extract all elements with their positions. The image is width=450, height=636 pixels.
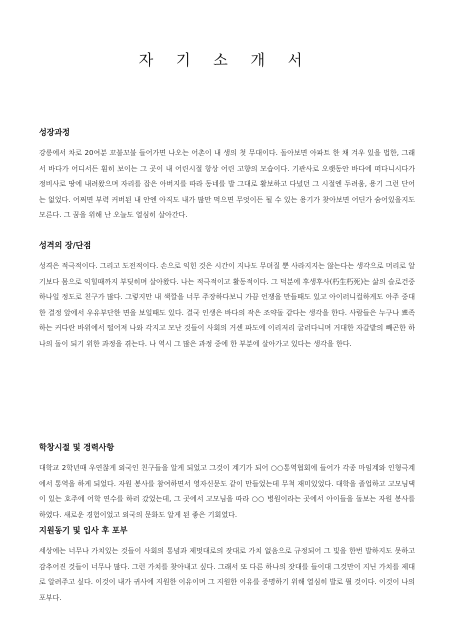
section-motivation <box>39 526 415 606</box>
section-body: 대학교 2학년때 우연찮게 외국인 친구들을 알게 되었고 그것이 계기가 되어 ○○통역협회에 들어가 각종 마임계와 인형극계에서 통역을 하게 되었다. 자원 봉사를 참여하면서 영자신문도 같이 만들었는데 무척 재미있었다. 대학을 졸업하고 고모님댁이 있는 호주에 어학 연수를 하러 갔었는데, 그 곳에서 고모님을 따라 ○○ 병원이라는 곳에서 아이들을 돌보는 자원 봉사를 하였다. 새로운 경험이었고 외국의 문화도 알게 된 좋은 기회였다. <box>39 464 415 519</box>
section-growth <box>39 128 415 224</box>
section-body: 세상에는 너무나 가치있는 것들이 사회의 통념과 제멋대로의 잣대로 가치 없음으로 규정되어 그 빛을 한번 발하지도 못하고 감추어진 것들이 너무나 많다. 그런 가치를 찾아내고 싶다. 그래서 또 다른 하나의 잣대를 들이대 그것만이 지닌 가치를 제대로 알려주고 싶다. 이것이 내가 귀사에 지원한 이유이며 그 지원한 이유를 증명하기 위해 열심히 발로 뛸 것이다. 이것이 나의 포부다. <box>39 547 415 602</box>
section-school-career <box>39 443 415 523</box>
section-body: 성격은 적극적이다. 그리고 도전적이다. 손으로 익힌 것은 시간이 지나도 무뎌질 뿐 사라지지는 않는다는 생각으로 머리로 알기보다 몸으로 익힐때까지 부딪히며 살아왔다. 나는 적극적이고 활동적이다. 그 덕분에 후생후사(朽生朽死)는 삶의 슬로건중 하나일 정도로 친구가 많다. 그렇지만 내 색깔을 너무 주장하다보니 가끔 언쟁을 만들때도 있고 아이러니컬하게도 아주 중대한 결정 앞에서 우유부단한 면을 보일때도 있다. 결국 인생은 바다의 작은 조약돌 같다는 생각을 한다. 사람들은 누구나 뾰족하는 커다란 바위에서 떨어져 나와 각지고 모난 것들이 사회의 거센 파도에 이리저리 굴러다니며 거대한 자갈밭의 빼곤한 하나의 돌이 되기 위한 과정을 겪는다. 나 역시 그 많은 과정 중에 한 부분에 살아가고 있다는 생각을 한다. <box>39 262 415 348</box>
section-body: 강릉에서 차로 20여분 꼬불꼬불 들어가면 나오는 어촌이 내 생의 첫 무대이다. 돌아보면 아파트 한 채 겨우 있을 법한, 그래서 바다가 어디서든 훤히 보이는 그 곳이 내 어린시절 항상 어린 고향의 모습이다. 기관사로 오랫동안 바다에 떠다니시다가 정비사로 땅에 내려왔으며 자리를 잡은 아버지를 따라 동네를 발 그대로 활보하고 다녔던 그 시절엔 두려움, 용기 그런 단어는 없었다. 어쩌면 부력 커버된 내 안엔 아직도 내가 많만 먹으면 무엇이든 될 수 있는 용기가 찾아보면 어딘가 숨어있을지도 모른다. 그 꿈을 위해 난 오늘도 열심히 살아간다. <box>39 149 415 220</box>
section-heading: 학창시절 및 경력사항 <box>39 443 115 452</box>
section-heading: 성장과정 <box>39 128 70 137</box>
section-heading: 성격의 장/단점 <box>39 241 92 250</box>
document-title: 자 기 소 개 서 <box>138 51 312 69</box>
section-heading: 지원동기 및 입사 후 포부 <box>39 526 128 535</box>
section-personality <box>39 241 415 353</box>
